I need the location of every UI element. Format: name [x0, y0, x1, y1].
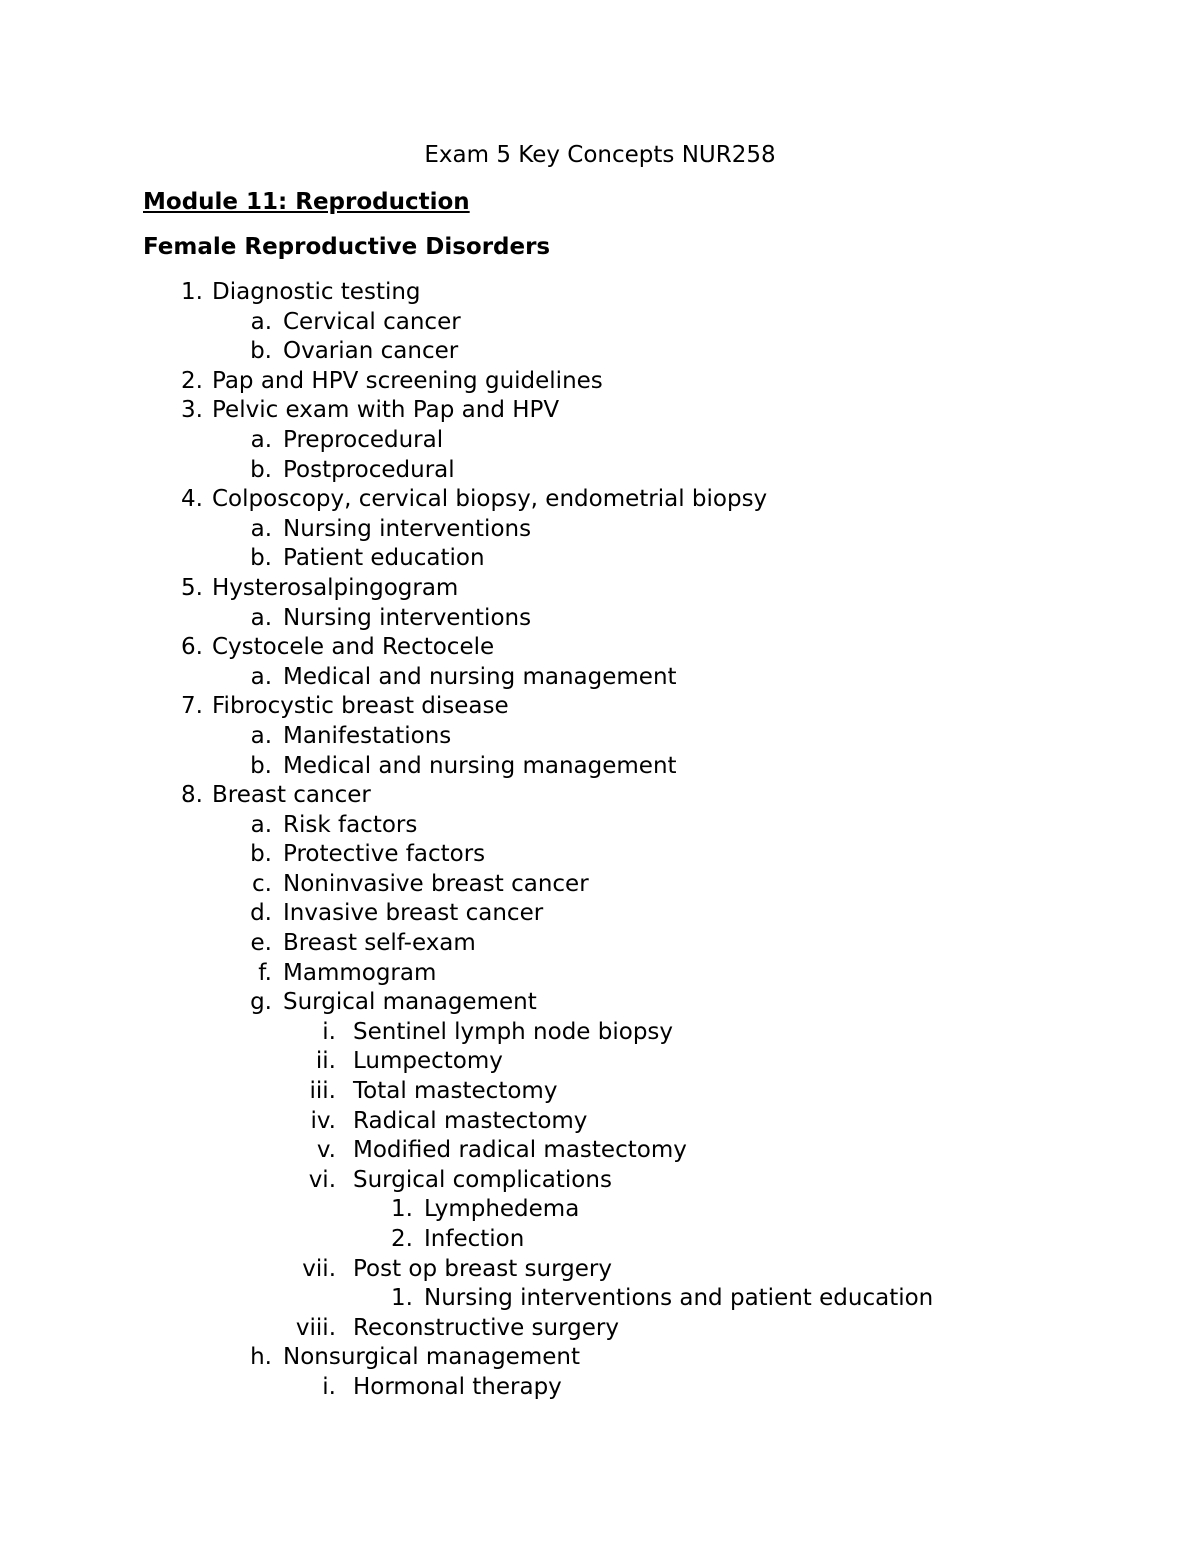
outline-item-marker: 1.	[391, 1285, 413, 1312]
outline-item-marker: iii.	[309, 1078, 336, 1105]
outline-item	[0, 1194, 1200, 1224]
outline-item	[0, 1372, 1200, 1402]
outline-item-text: Cystocele and Rectocele	[212, 634, 495, 661]
outline-item-marker: 3.	[181, 397, 203, 424]
outline-item-text: Manifestations	[283, 722, 452, 749]
outline-item	[0, 632, 1200, 662]
outline-item	[0, 662, 1200, 692]
outline-item-text: Infection	[424, 1226, 525, 1252]
outline-item-marker: 4.	[181, 486, 203, 513]
outline-item	[0, 1342, 1200, 1372]
outline-item	[0, 928, 1200, 958]
section-heading: Female Reproductive Disorders	[143, 234, 551, 260]
outline-item	[0, 484, 1200, 514]
outline-item-text: Surgical management	[283, 989, 537, 1016]
outline-item-marker: a.	[250, 722, 272, 749]
outline-item-text: Breast cancer	[212, 782, 371, 809]
outline-item-marker: vii.	[302, 1255, 336, 1282]
outline-item	[0, 366, 1200, 396]
outline-item-text: Cervical cancer	[283, 308, 461, 335]
outline-item-text: Pap and HPV screening guidelines	[212, 367, 603, 394]
outline-item	[0, 869, 1200, 899]
outline-item-marker: a.	[250, 811, 272, 838]
outline-item	[0, 1224, 1200, 1254]
outline-item-marker: a.	[250, 604, 272, 631]
outline-item	[0, 751, 1200, 781]
outline-item-marker: viii.	[295, 1314, 336, 1341]
outline-item	[0, 898, 1200, 928]
outline-item-marker: e.	[250, 930, 272, 957]
outline-item-text: Invasive breast cancer	[283, 900, 544, 927]
outline-item	[0, 1254, 1200, 1284]
outline-item	[0, 780, 1200, 810]
outline-item	[0, 543, 1200, 573]
outline-item	[0, 1106, 1200, 1136]
outline-item	[0, 721, 1200, 751]
outline-item-text: Fibrocystic breast disease	[212, 693, 509, 720]
outline-item-text: Modified radical mastectomy	[353, 1137, 687, 1164]
outline-item-marker: c.	[252, 870, 272, 897]
outline-item-marker: h.	[250, 1344, 272, 1371]
outline-item	[0, 987, 1200, 1017]
outline-item	[0, 691, 1200, 721]
outline-item	[0, 307, 1200, 337]
module-heading: Module 11: Reproduction	[143, 189, 470, 215]
outline-item-text: Surgical complications	[353, 1166, 612, 1193]
outline-item-text: Diagnostic testing	[212, 279, 421, 305]
outline-item-marker: i.	[322, 1373, 336, 1400]
outline-item	[0, 1165, 1200, 1195]
outline-item-marker: a.	[250, 308, 272, 335]
outline-item-text: Hysterosalpingogram	[212, 574, 459, 601]
outline-item-text: Nonsurgical management	[283, 1344, 580, 1371]
outline-item	[0, 1046, 1200, 1076]
outline-item-text: Nursing interventions	[283, 515, 532, 542]
outline-item-text: Reconstructive surgery	[353, 1314, 619, 1341]
outline-item-text: Lumpectomy	[353, 1048, 503, 1075]
outline-item-marker: f.	[258, 959, 272, 986]
outline-item-text: Medical and nursing management	[283, 752, 677, 779]
outline-item	[0, 1135, 1200, 1165]
outline-item-marker: a.	[250, 663, 272, 690]
outline-item-text: Pelvic exam with Pap and HPV	[212, 397, 560, 424]
outline-item	[0, 573, 1200, 603]
outline-item-marker: ii.	[315, 1048, 336, 1075]
outline-item-text: Breast self-exam	[283, 930, 476, 957]
outline-item	[0, 336, 1200, 366]
outline-item-marker: 1.	[181, 279, 203, 305]
outline-item-marker: 8.	[181, 782, 203, 809]
outline-item-marker: b.	[250, 338, 272, 365]
outline-item-text: Medical and nursing management	[283, 663, 677, 690]
outline-item-marker: a.	[250, 426, 272, 453]
outline-item-marker: g.	[250, 989, 272, 1016]
outline-item-marker: a.	[250, 515, 272, 542]
outline-item-text: Preprocedural	[283, 426, 444, 453]
outline-item	[0, 455, 1200, 485]
outline-item-text: Hormonal therapy	[353, 1373, 562, 1400]
outline-item-marker: 2.	[391, 1226, 413, 1252]
outline-item-text: Lymphedema	[424, 1196, 580, 1223]
outline-item	[0, 1076, 1200, 1106]
outline-item-text: Nursing interventions and patient education	[424, 1285, 934, 1312]
outline-item-marker: v.	[316, 1137, 336, 1164]
outline-item-text: Post op breast surgery	[353, 1255, 612, 1282]
outline-item	[0, 514, 1200, 544]
outline-item-marker: i.	[322, 1018, 336, 1045]
outline-item-marker: 5.	[181, 574, 203, 601]
outline-item	[0, 839, 1200, 869]
outline-item	[0, 1017, 1200, 1047]
outline-item-marker: vi.	[308, 1166, 336, 1193]
outline-item	[0, 603, 1200, 633]
outline-item-text: Noninvasive breast cancer	[283, 870, 589, 897]
outline-item-marker: 7.	[181, 693, 203, 720]
outline-item-marker: b.	[250, 752, 272, 779]
outline-list	[0, 277, 1200, 1402]
outline-item-text: Risk factors	[283, 811, 418, 838]
outline-item	[0, 395, 1200, 425]
outline-item-marker: 6.	[181, 634, 203, 661]
outline-item	[0, 277, 1200, 307]
outline-item-text: Protective factors	[283, 841, 486, 868]
outline-item-text: Patient education	[283, 545, 485, 572]
outline-item-marker: iv.	[310, 1107, 336, 1134]
outline-item-marker: b.	[250, 545, 272, 572]
outline-item-marker: b.	[250, 456, 272, 483]
outline-item	[0, 1283, 1200, 1313]
outline-item-text: Nursing interventions	[283, 604, 532, 631]
outline-item-marker: b.	[250, 841, 272, 868]
outline-item-marker: 2.	[181, 367, 203, 394]
document-title: Exam 5 Key Concepts NUR258	[424, 142, 776, 168]
outline-item	[0, 1313, 1200, 1343]
outline-item-text: Total mastectomy	[353, 1078, 558, 1105]
outline-item-marker: d.	[250, 900, 272, 927]
outline-item-text: Sentinel lymph node biopsy	[353, 1018, 674, 1045]
outline-item-text: Radical mastectomy	[353, 1107, 588, 1134]
outline-item-text: Mammogram	[283, 959, 437, 986]
outline-item	[0, 810, 1200, 840]
outline-item-text: Colposcopy, cervical biopsy, endometrial biopsy	[212, 486, 768, 513]
outline-item-marker: 1.	[391, 1196, 413, 1223]
outline-item	[0, 958, 1200, 988]
outline-item-text: Ovarian cancer	[283, 338, 459, 365]
outline-item-text: Postprocedural	[283, 456, 455, 483]
outline-item	[0, 425, 1200, 455]
